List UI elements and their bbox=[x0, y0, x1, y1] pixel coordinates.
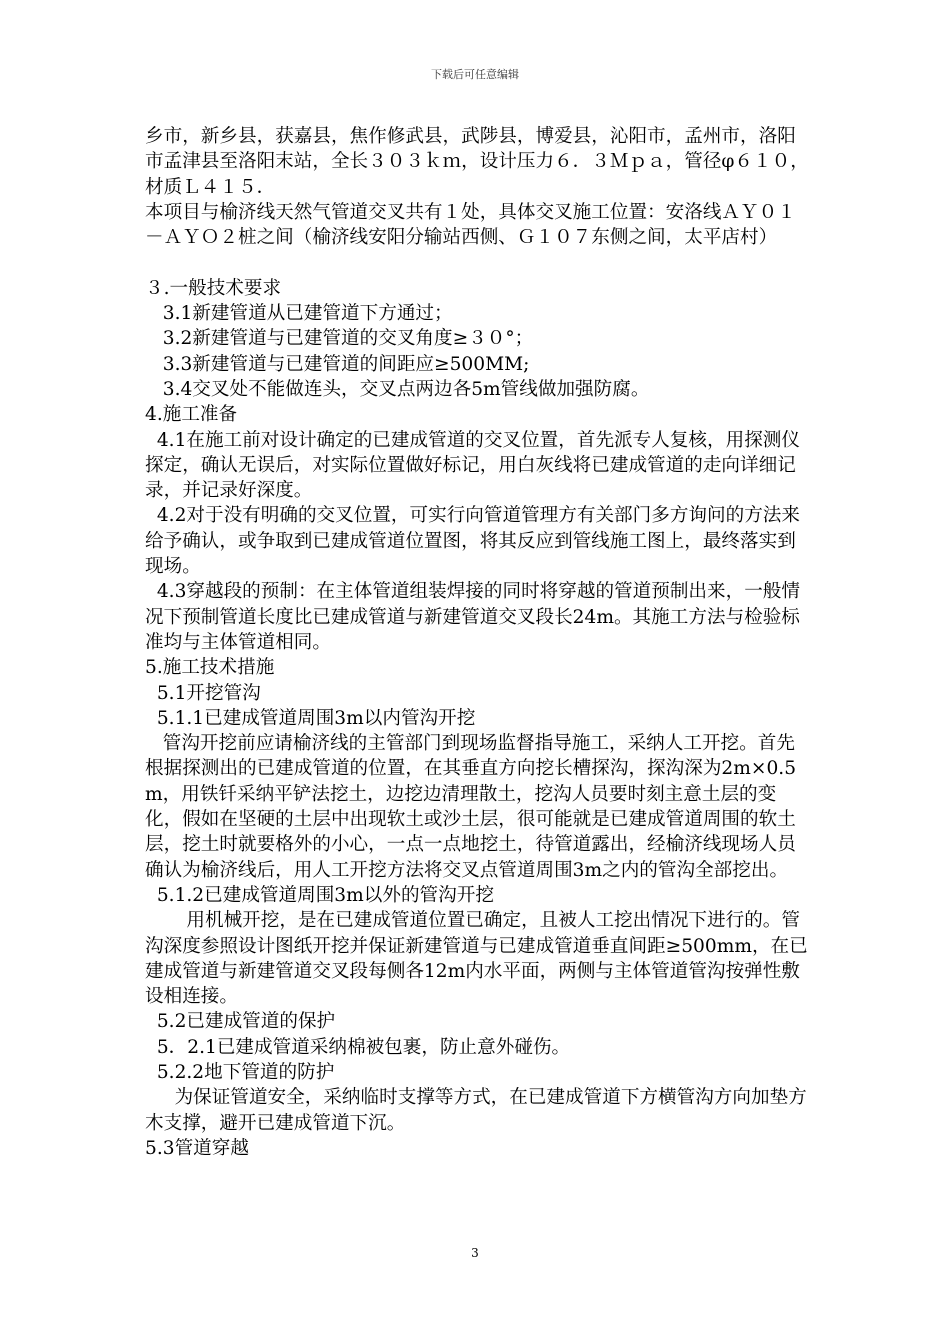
paragraph: 乡市，新乡县，获嘉县，焦作修武县，武陟县，博爱县，沁阳市，孟州市，洛阳市孟津县至洛阳末站，全长３０３ｋｍ，设计压力６．３Ｍｐａ，管径φ６１０，材质Ｌ４１５． bbox=[145, 126, 809, 198]
paragraph: 本项目与榆济线天然气管道交叉共有１处，具体交叉施工位置：安洛线ＡＹ０１－ＡＹＯ２桩之间（榆济线安阳分输站西侧、Ｇ１０７东侧之间，太平店村） bbox=[145, 201, 796, 249]
subsection-heading: 5.2已建成管道的保护 bbox=[145, 1011, 336, 1033]
section-heading: ３.一般技术要求 bbox=[145, 277, 282, 299]
paragraph: 为保证管道安全，采纳临时支撑等方式，在已建成管道下方横管沟方向加垫方木支撑，避开已建成管道下沉。 bbox=[145, 1087, 807, 1134]
subsection-heading: 5.2.2地下管道的防护 bbox=[145, 1061, 335, 1083]
paragraph: 3.3新建管道与已建管道的间距应≥500MM; bbox=[145, 353, 530, 375]
section-heading: 5.3管道穿越 bbox=[145, 1137, 249, 1159]
paragraph: 5．2.1已建成管道采纳棉被包裹，防止意外碰伤。 bbox=[145, 1036, 571, 1058]
document-body bbox=[145, 124, 813, 1161]
paragraph: 3.4交叉处不能做连头，交叉点两边各5m管线做加强防腐。 bbox=[145, 378, 650, 400]
paragraph: 用机械开挖，是在已建成管道位置已确定，且被人工挖出情况下进行的。管沟深度参照设计图纸开挖并保证新建管道与已建成管道垂直间距≥500mm，在已建成管道与新建管道交叉段每侧各12m内水平面，两侧与主体管道管沟按弹性敷设相连接。 bbox=[145, 910, 808, 1008]
paragraph: 4.2对于没有明确的交叉位置，可实行向管道管理方有关部门多方询问的方法来给予确认，或争取到已建成管道位置图，将其反应到管线施工图上，最终落实到现场。 bbox=[145, 505, 800, 578]
subsection-heading: 5.1.2已建成管道周围3m以外的管沟开挖 bbox=[145, 884, 494, 906]
section-heading: 4.施工准备 bbox=[145, 404, 238, 426]
subsection-heading: 5.1开挖管沟 bbox=[145, 682, 261, 704]
section-heading: 5.施工技术措施 bbox=[145, 657, 275, 679]
page-header: 下载后可任意编辑 bbox=[431, 68, 519, 81]
paragraph: 3.2新建管道与已建管道的交叉角度≥３０°； bbox=[145, 328, 534, 350]
blank-line bbox=[145, 250, 813, 275]
paragraph: 4.3穿越段的预制：在主体管道组装焊接的同时将穿越的管道预制出来，一般情况下预制管道长度比已建成管道与新建管道交叉段长24m。其施工方法与检验标准均与主体管道相同。 bbox=[145, 581, 800, 653]
page-number: 3 bbox=[471, 1246, 479, 1260]
paragraph: 管沟开挖前应请榆济线的主管部门到现场监督指导施工，采纳人工开挖。首先根据探测出的已建成管道的位置，在其垂直方向挖长槽探沟，探沟深为2m×0.5m，用铁钎采纳平铲法挖土，边挖边清理散土，挖沟人员要时刻主意土层的变化，假如在坚硬的土层中出现软土或沙土层，很可能就是已建成管道周围的软土层，挖土时就要格外的小心，一点一点地挖土，待管道露出，经榆济线现场人员确认为榆济线后，用人工开挖方法将交叉点管道周围3m之内的管沟全部挖出。 bbox=[145, 733, 797, 881]
paragraph: 4.1在施工前对设计确定的已建成管道的交叉位置，首先派专人复核，用探测仪探定，确认无误后，对实际位置做好标记，用白灰线将已建成管道的走向详细记录，并记录好深度。 bbox=[145, 429, 800, 502]
subsection-heading: 5.1.1已建成管道周围3m以内管沟开挖 bbox=[145, 707, 476, 729]
paragraph: 3.1新建管道从已建管道下方通过； bbox=[145, 303, 453, 325]
